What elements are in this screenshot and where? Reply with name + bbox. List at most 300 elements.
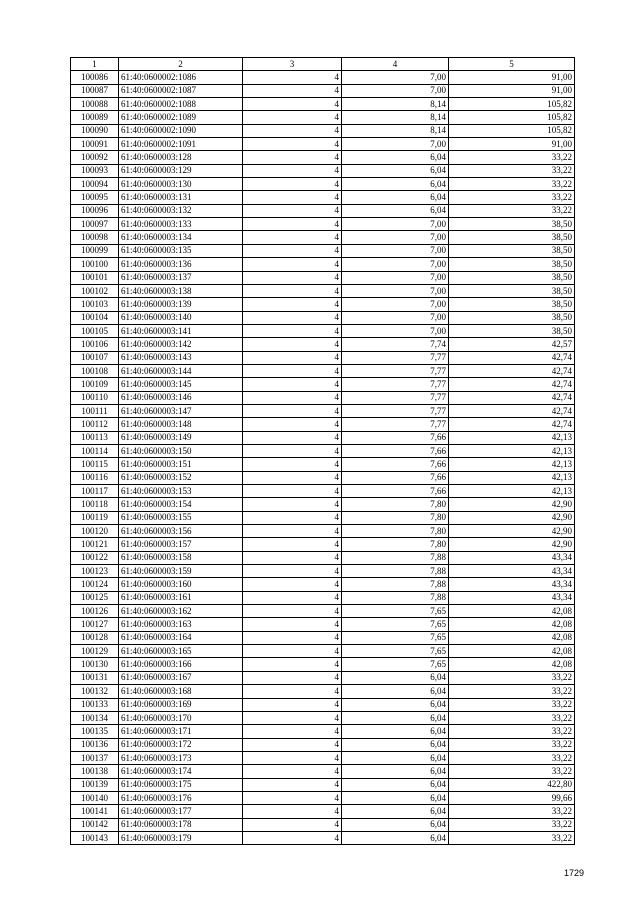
table-cell-col-4: 7,74 (342, 338, 449, 351)
table-row (71, 311, 575, 324)
table-cell-col-3: 4 (243, 231, 342, 244)
table-cell-col-3: 4 (243, 791, 342, 804)
table-cell-col-2: 61:40:0600003:150 (119, 444, 243, 457)
table-cell-col-5: 33,22 (449, 711, 575, 724)
table-cell-col-4: 7,77 (342, 364, 449, 377)
table-cell-col-4: 7,65 (342, 631, 449, 644)
table-cell-col-1: 100108 (71, 364, 119, 377)
table-cell-col-2: 61:40:0600003:146 (119, 391, 243, 404)
table-cell-col-4: 6,04 (342, 204, 449, 217)
table-row (71, 511, 575, 524)
table-row (71, 791, 575, 804)
table-cell-col-4: 7,66 (342, 485, 449, 498)
table-cell-col-4: 6,04 (342, 671, 449, 684)
table-cell-col-3: 4 (243, 364, 342, 377)
table-cell-col-3: 4 (243, 124, 342, 137)
table-cell-col-4: 7,00 (342, 258, 449, 271)
table-body (71, 71, 575, 845)
table-cell-col-3: 4 (243, 831, 342, 844)
table-row (71, 324, 575, 337)
table-cell-col-5: 42,90 (449, 525, 575, 538)
table-cell-col-5: 33,22 (449, 751, 575, 764)
table-cell-col-4: 7,00 (342, 298, 449, 311)
table-cell-col-1: 100097 (71, 218, 119, 231)
table-cell-col-3: 4 (243, 565, 342, 578)
table-cell-col-2: 61:40:0600003:169 (119, 698, 243, 711)
table-cell-col-5: 42,90 (449, 511, 575, 524)
table-cell-col-2: 61:40:0600003:159 (119, 565, 243, 578)
table-cell-col-3: 4 (243, 271, 342, 284)
table-row (71, 178, 575, 191)
table-cell-col-3: 4 (243, 244, 342, 257)
table-cell-col-1: 100114 (71, 444, 119, 457)
table-row (71, 538, 575, 551)
table-cell-col-5: 43,34 (449, 565, 575, 578)
table-cell-col-4: 7,00 (342, 244, 449, 257)
table-cell-col-1: 100094 (71, 178, 119, 191)
table-cell-col-2: 61:40:0600003:173 (119, 751, 243, 764)
table-cell-col-2: 61:40:0600003:134 (119, 231, 243, 244)
table-cell-col-4: 6,04 (342, 778, 449, 791)
table-row (71, 485, 575, 498)
table-cell-col-2: 61:40:0600003:177 (119, 805, 243, 818)
table-row (71, 231, 575, 244)
table-cell-col-1: 100141 (71, 805, 119, 818)
table-cell-col-3: 4 (243, 671, 342, 684)
table-row (71, 364, 575, 377)
table-row (71, 725, 575, 738)
table-cell-col-1: 100117 (71, 485, 119, 498)
table-cell-col-1: 100133 (71, 698, 119, 711)
table-cell-col-5: 42,08 (449, 618, 575, 631)
table-cell-col-2: 61:40:0600003:148 (119, 418, 243, 431)
table-cell-col-2: 61:40:0600003:163 (119, 618, 243, 631)
table-cell-col-4: 7,65 (342, 618, 449, 631)
table-cell-col-2: 61:40:0600003:140 (119, 311, 243, 324)
table-cell-col-5: 33,22 (449, 738, 575, 751)
table-cell-col-4: 7,77 (342, 378, 449, 391)
table-cell-col-5: 38,50 (449, 298, 575, 311)
table-cell-col-2: 61:40:0600003:170 (119, 711, 243, 724)
table-cell-col-5: 42,13 (449, 431, 575, 444)
table-cell-col-3: 4 (243, 618, 342, 631)
table-cell-col-4: 6,04 (342, 725, 449, 738)
table-cell-col-3: 4 (243, 178, 342, 191)
table-cell-col-2: 61:40:0600003:152 (119, 471, 243, 484)
table-cell-col-4: 6,04 (342, 711, 449, 724)
table-row (71, 591, 575, 604)
table-cell-col-2: 61:40:0600002:1086 (119, 71, 243, 84)
table-row (71, 778, 575, 791)
table-cell-col-5: 33,22 (449, 151, 575, 164)
table-cell-col-5: 38,50 (449, 231, 575, 244)
table-cell-col-2: 61:40:0600003:178 (119, 818, 243, 831)
table-cell-col-1: 100135 (71, 725, 119, 738)
table-cell-col-3: 4 (243, 645, 342, 658)
table-cell-col-4: 8,14 (342, 111, 449, 124)
table-row (71, 525, 575, 538)
table-cell-col-2: 61:40:0600003:145 (119, 378, 243, 391)
table-cell-col-5: 33,22 (449, 671, 575, 684)
table-cell-col-1: 100101 (71, 271, 119, 284)
table-row (71, 765, 575, 778)
table-row (71, 404, 575, 417)
table-row (71, 698, 575, 711)
table-cell-col-2: 61:40:0600002:1089 (119, 111, 243, 124)
table-cell-col-1: 100121 (71, 538, 119, 551)
table-cell-col-4: 7,80 (342, 525, 449, 538)
table-cell-col-5: 38,50 (449, 271, 575, 284)
table-cell-col-1: 100112 (71, 418, 119, 431)
table-cell-col-2: 61:40:0600003:142 (119, 338, 243, 351)
table-row (71, 351, 575, 364)
table-row (71, 645, 575, 658)
table-cell-col-2: 61:40:0600003:139 (119, 298, 243, 311)
table-cell-col-4: 6,04 (342, 791, 449, 804)
table-cell-col-3: 4 (243, 591, 342, 604)
table-cell-col-1: 100125 (71, 591, 119, 604)
table-row (71, 618, 575, 631)
table-cell-col-2: 61:40:0600003:130 (119, 178, 243, 191)
table-cell-col-3: 4 (243, 298, 342, 311)
table-cell-col-1: 100113 (71, 431, 119, 444)
table-cell-col-3: 4 (243, 378, 342, 391)
table-cell-col-1: 100109 (71, 378, 119, 391)
table-cell-col-5: 33,22 (449, 765, 575, 778)
table-row (71, 244, 575, 257)
table-cell-col-3: 4 (243, 84, 342, 97)
table-cell-col-1: 100138 (71, 765, 119, 778)
table-cell-col-3: 4 (243, 765, 342, 778)
table-cell-col-3: 4 (243, 151, 342, 164)
table-cell-col-1: 100104 (71, 311, 119, 324)
table-cell-col-1: 100131 (71, 671, 119, 684)
table-cell-col-5: 105,82 (449, 98, 575, 111)
table-cell-col-4: 7,88 (342, 591, 449, 604)
table-cell-col-3: 4 (243, 685, 342, 698)
table-cell-col-1: 100132 (71, 685, 119, 698)
table-cell-col-5: 42,74 (449, 364, 575, 377)
table-cell-col-4: 7,80 (342, 498, 449, 511)
table-cell-col-2: 61:40:0600003:143 (119, 351, 243, 364)
table-cell-col-2: 61:40:0600003:167 (119, 671, 243, 684)
table-row (71, 298, 575, 311)
table-cell-col-2: 61:40:0600003:128 (119, 151, 243, 164)
table-cell-col-4: 7,65 (342, 605, 449, 618)
table-cell-col-4: 6,04 (342, 765, 449, 778)
table-row (71, 738, 575, 751)
table-cell-col-1: 100116 (71, 471, 119, 484)
table-cell-col-1: 100140 (71, 791, 119, 804)
table-cell-col-3: 4 (243, 311, 342, 324)
table-cell-col-4: 7,65 (342, 658, 449, 671)
table-cell-col-2: 61:40:0600002:1088 (119, 98, 243, 111)
table-cell-col-3: 4 (243, 805, 342, 818)
table-cell-col-1: 100134 (71, 711, 119, 724)
table-cell-col-3: 4 (243, 338, 342, 351)
table-row (71, 444, 575, 457)
table-cell-col-1: 100087 (71, 84, 119, 97)
table-cell-col-5: 42,13 (449, 458, 575, 471)
table-cell-col-1: 100128 (71, 631, 119, 644)
table-cell-col-4: 7,00 (342, 311, 449, 324)
table-cell-col-3: 4 (243, 111, 342, 124)
table-cell-col-5: 38,50 (449, 218, 575, 231)
table-row (71, 605, 575, 618)
table-cell-col-5: 105,82 (449, 124, 575, 137)
table-cell-col-4: 7,77 (342, 418, 449, 431)
table-cell-col-5: 42,74 (449, 404, 575, 417)
table-cell-col-4: 6,04 (342, 831, 449, 844)
table-cell-col-4: 8,14 (342, 98, 449, 111)
table-cell-col-2: 61:40:0600003:172 (119, 738, 243, 751)
column-header-2: 2 (119, 58, 243, 71)
table-cell-col-5: 91,00 (449, 71, 575, 84)
table-cell-col-1: 100100 (71, 258, 119, 271)
table-cell-col-3: 4 (243, 725, 342, 738)
table-cell-col-3: 4 (243, 351, 342, 364)
table-cell-col-1: 100090 (71, 124, 119, 137)
table-cell-col-1: 100137 (71, 751, 119, 764)
table-cell-col-4: 7,00 (342, 284, 449, 297)
table-row (71, 471, 575, 484)
table-cell-col-2: 61:40:0600003:179 (119, 831, 243, 844)
table-row (71, 191, 575, 204)
table-row (71, 631, 575, 644)
table-cell-col-1: 100093 (71, 164, 119, 177)
table-cell-col-4: 7,80 (342, 511, 449, 524)
table-row (71, 431, 575, 444)
table-cell-col-4: 6,04 (342, 751, 449, 764)
table-cell-col-4: 7,77 (342, 351, 449, 364)
table-cell-col-5: 42,13 (449, 471, 575, 484)
table-cell-col-5: 33,22 (449, 685, 575, 698)
table-row (71, 458, 575, 471)
table-row (71, 831, 575, 844)
table-cell-col-1: 100102 (71, 284, 119, 297)
table-cell-col-4: 7,00 (342, 71, 449, 84)
table-cell-col-5: 33,22 (449, 204, 575, 217)
table-cell-col-5: 91,00 (449, 84, 575, 97)
table-cell-col-2: 61:40:0600003:144 (119, 364, 243, 377)
table-row (71, 151, 575, 164)
table-cell-col-5: 38,50 (449, 324, 575, 337)
table-row (71, 578, 575, 591)
table-cell-col-2: 61:40:0600002:1087 (119, 84, 243, 97)
table-cell-col-2: 61:40:0600003:175 (119, 778, 243, 791)
table-row (71, 204, 575, 217)
table-cell-col-3: 4 (243, 631, 342, 644)
table-cell-col-1: 100118 (71, 498, 119, 511)
page-number: 1729 (563, 868, 584, 878)
table-cell-col-3: 4 (243, 204, 342, 217)
table-cell-col-5: 43,34 (449, 578, 575, 591)
table-cell-col-3: 4 (243, 751, 342, 764)
table-cell-col-1: 100126 (71, 605, 119, 618)
table-cell-col-5: 43,34 (449, 551, 575, 564)
table-cell-col-4: 7,65 (342, 645, 449, 658)
table-cell-col-2: 61:40:0600003:168 (119, 685, 243, 698)
table-cell-col-2: 61:40:0600003:138 (119, 284, 243, 297)
table-cell-col-1: 100092 (71, 151, 119, 164)
table-cell-col-4: 6,04 (342, 805, 449, 818)
table-row (71, 218, 575, 231)
table-cell-col-4: 6,04 (342, 151, 449, 164)
table-cell-col-5: 422,80 (449, 778, 575, 791)
table-cell-col-2: 61:40:0600003:132 (119, 204, 243, 217)
table-cell-col-2: 61:40:0600003:135 (119, 244, 243, 257)
table-cell-col-2: 61:40:0600003:165 (119, 645, 243, 658)
table-cell-col-2: 61:40:0600003:161 (119, 591, 243, 604)
table-cell-col-3: 4 (243, 551, 342, 564)
table-cell-col-5: 43,34 (449, 591, 575, 604)
table-cell-col-4: 6,04 (342, 818, 449, 831)
table-cell-col-2: 61:40:0600003:136 (119, 258, 243, 271)
table-cell-col-5: 99,66 (449, 791, 575, 804)
column-header-4: 4 (342, 58, 449, 71)
table-row (71, 805, 575, 818)
table-cell-col-5: 42,74 (449, 418, 575, 431)
table-cell-col-1: 100096 (71, 204, 119, 217)
table-cell-col-2: 61:40:0600003:153 (119, 485, 243, 498)
table-cell-col-4: 8,14 (342, 124, 449, 137)
table-cell-col-1: 100136 (71, 738, 119, 751)
table-cell-col-5: 38,50 (449, 311, 575, 324)
table-cell-col-3: 4 (243, 818, 342, 831)
table-cell-col-3: 4 (243, 525, 342, 538)
table-cell-col-3: 4 (243, 444, 342, 457)
table-cell-col-3: 4 (243, 511, 342, 524)
table-cell-col-2: 61:40:0600002:1090 (119, 124, 243, 137)
column-header-3: 3 (243, 58, 342, 71)
table-cell-col-1: 100111 (71, 404, 119, 417)
table-row (71, 71, 575, 84)
header-row (71, 58, 575, 71)
table-cell-col-2: 61:40:0600003:166 (119, 658, 243, 671)
table-cell-col-3: 4 (243, 138, 342, 151)
table-cell-col-3: 4 (243, 284, 342, 297)
table-cell-col-1: 100107 (71, 351, 119, 364)
table-cell-col-1: 100098 (71, 231, 119, 244)
table-cell-col-3: 4 (243, 164, 342, 177)
table-cell-col-3: 4 (243, 258, 342, 271)
table-cell-col-4: 6,04 (342, 191, 449, 204)
table-cell-col-4: 7,66 (342, 444, 449, 457)
table-cell-col-3: 4 (243, 431, 342, 444)
table-cell-col-3: 4 (243, 458, 342, 471)
table-cell-col-5: 42,13 (449, 485, 575, 498)
table-cell-col-2: 61:40:0600003:155 (119, 511, 243, 524)
table-cell-col-2: 61:40:0600003:154 (119, 498, 243, 511)
table-cell-col-1: 100086 (71, 71, 119, 84)
table-cell-col-3: 4 (243, 404, 342, 417)
table-cell-col-3: 4 (243, 324, 342, 337)
table-cell-col-1: 100089 (71, 111, 119, 124)
table-cell-col-5: 42,74 (449, 391, 575, 404)
table-cell-col-2: 61:40:0600003:162 (119, 605, 243, 618)
column-header-1: 1 (71, 58, 119, 71)
table-cell-col-3: 4 (243, 191, 342, 204)
table-cell-col-4: 7,88 (342, 565, 449, 578)
table-cell-col-5: 42,74 (449, 351, 575, 364)
table-row (71, 271, 575, 284)
table-cell-col-1: 100115 (71, 458, 119, 471)
table-cell-col-3: 4 (243, 71, 342, 84)
table-cell-col-2: 61:40:0600003:157 (119, 538, 243, 551)
table-row (71, 124, 575, 137)
table-cell-col-2: 61:40:0600003:141 (119, 324, 243, 337)
table-cell-col-2: 61:40:0600003:156 (119, 525, 243, 538)
table-cell-col-4: 6,04 (342, 738, 449, 751)
table-cell-col-2: 61:40:0600003:176 (119, 791, 243, 804)
table-cell-col-3: 4 (243, 605, 342, 618)
table-cell-col-5: 42,57 (449, 338, 575, 351)
table-cell-col-1: 100130 (71, 658, 119, 671)
table-cell-col-2: 61:40:0600003:133 (119, 218, 243, 231)
table-cell-col-2: 61:40:0600002:1091 (119, 138, 243, 151)
table-cell-col-1: 100103 (71, 298, 119, 311)
table-cell-col-1: 100088 (71, 98, 119, 111)
table-cell-col-5: 42,08 (449, 658, 575, 671)
table-cell-col-3: 4 (243, 498, 342, 511)
table-cell-col-5: 33,22 (449, 164, 575, 177)
table-cell-col-2: 61:40:0600003:160 (119, 578, 243, 591)
table-cell-col-4: 7,00 (342, 231, 449, 244)
table-cell-col-2: 61:40:0600003:164 (119, 631, 243, 644)
table-cell-col-1: 100142 (71, 818, 119, 831)
data-table (70, 57, 575, 845)
table-cell-col-4: 6,04 (342, 698, 449, 711)
table-cell-col-4: 7,00 (342, 84, 449, 97)
table-cell-col-2: 61:40:0600003:171 (119, 725, 243, 738)
table-cell-col-1: 100124 (71, 578, 119, 591)
table-row (71, 658, 575, 671)
table-cell-col-5: 91,00 (449, 138, 575, 151)
table-cell-col-5: 33,22 (449, 805, 575, 818)
table-row (71, 98, 575, 111)
table-cell-col-1: 100095 (71, 191, 119, 204)
table-cell-col-5: 42,08 (449, 631, 575, 644)
table-cell-col-1: 100105 (71, 324, 119, 337)
table-row (71, 565, 575, 578)
table-row (71, 111, 575, 124)
table-cell-col-3: 4 (243, 391, 342, 404)
table-cell-col-4: 7,66 (342, 458, 449, 471)
table-cell-col-1: 100106 (71, 338, 119, 351)
table-cell-col-5: 38,50 (449, 284, 575, 297)
table-cell-col-4: 7,88 (342, 578, 449, 591)
table-cell-col-3: 4 (243, 471, 342, 484)
table-cell-col-4: 7,00 (342, 324, 449, 337)
table-cell-col-5: 42,90 (449, 498, 575, 511)
table-cell-col-4: 7,00 (342, 218, 449, 231)
table-cell-col-3: 4 (243, 578, 342, 591)
table-cell-col-5: 33,22 (449, 191, 575, 204)
table-row (71, 685, 575, 698)
table-row (71, 551, 575, 564)
table-row (71, 284, 575, 297)
table-row (71, 818, 575, 831)
table-row (71, 391, 575, 404)
table-cell-col-4: 7,66 (342, 431, 449, 444)
table-cell-col-4: 7,77 (342, 404, 449, 417)
table-cell-col-5: 33,22 (449, 818, 575, 831)
table-cell-col-3: 4 (243, 418, 342, 431)
table-row (71, 84, 575, 97)
table-cell-col-3: 4 (243, 698, 342, 711)
table-row (71, 338, 575, 351)
table-row (71, 498, 575, 511)
